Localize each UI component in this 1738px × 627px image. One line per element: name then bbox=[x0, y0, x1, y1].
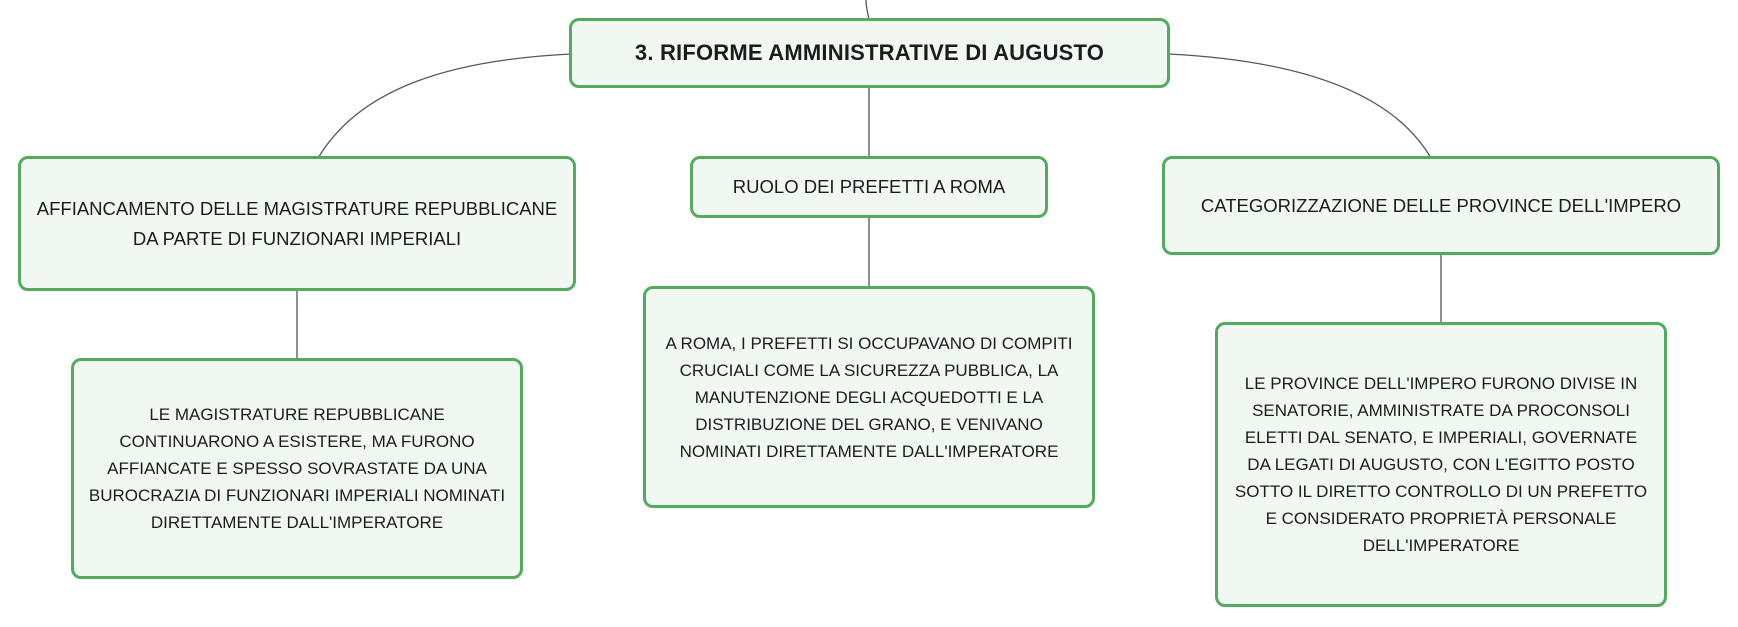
detail-label-1: LE MAGISTRATURE REPUBBLICANE CONTINUARONO A ESISTERE, MA FURONO AFFIANCATE E SPESSO SOVRASTATE DA UNA BUROCRAZIA DI FUNZIONARI IMPERIALI NOMINATI DIRETTAMENTE DALL'IMPERATORE bbox=[88, 405, 506, 532]
branch-topic-label-1: AFFIANCAMENTO DELLE MAGISTRATURE REPUBBLICANE DA PARTE DI FUNZIONARI IMPERIALI bbox=[36, 197, 558, 249]
connector-central-to-branch-3 bbox=[1168, 54, 1431, 158]
branch-topic-node-2[interactable] bbox=[690, 156, 1048, 218]
detail-node-1[interactable] bbox=[71, 358, 523, 579]
connector-central-to-branch-1 bbox=[318, 54, 571, 158]
detail-node-2[interactable] bbox=[643, 286, 1095, 508]
central-topic-label: 3. RIFORME AMMINISTRATIVE DI AUGUSTO bbox=[634, 40, 1105, 65]
connector-parent-to-central bbox=[866, 0, 869, 20]
detail-label-2: A ROMA, I PREFETTI SI OCCUPAVANO DI COMPITI CRUCIALI COME LA SICUREZZA PUBBLICA, LA MANUTENZIONE DEGLI ACQUEDOTTI E LA DISTRIBUZIONE DEL GRANO, E VENIVANO NOMINATI DIRETTAMENTE DALL'IMPERATORE bbox=[665, 333, 1073, 461]
detail-label-3: LE PROVINCE DELL'IMPERO FURONO DIVISE IN SENATORIE, AMMINISTRATE DA PROCONSOLI ELETTI DAL SENATO, E IMPERIALI, GOVERNATE DA LEGATI DI AUGUSTO, CON L'EGITTO POSTO SOTTO IL DIRETTO CONTROLLO DI UN PREFETTO E CONSIDERATO PROPRIETÀ PERSONALE DELL'IMPERATORE bbox=[1234, 374, 1648, 555]
branch-topic-label-2: RUOLO DEI PREFETTI A ROMA bbox=[732, 176, 1006, 197]
central-topic-node[interactable] bbox=[569, 18, 1170, 88]
detail-node-3[interactable] bbox=[1215, 322, 1667, 607]
branch-topic-node-1[interactable] bbox=[18, 156, 576, 291]
branch-topic-label-3: CATEGORIZZAZIONE DELLE PROVINCE DELL'IMPERO bbox=[1200, 194, 1682, 216]
branch-topic-node-3[interactable] bbox=[1162, 156, 1720, 255]
